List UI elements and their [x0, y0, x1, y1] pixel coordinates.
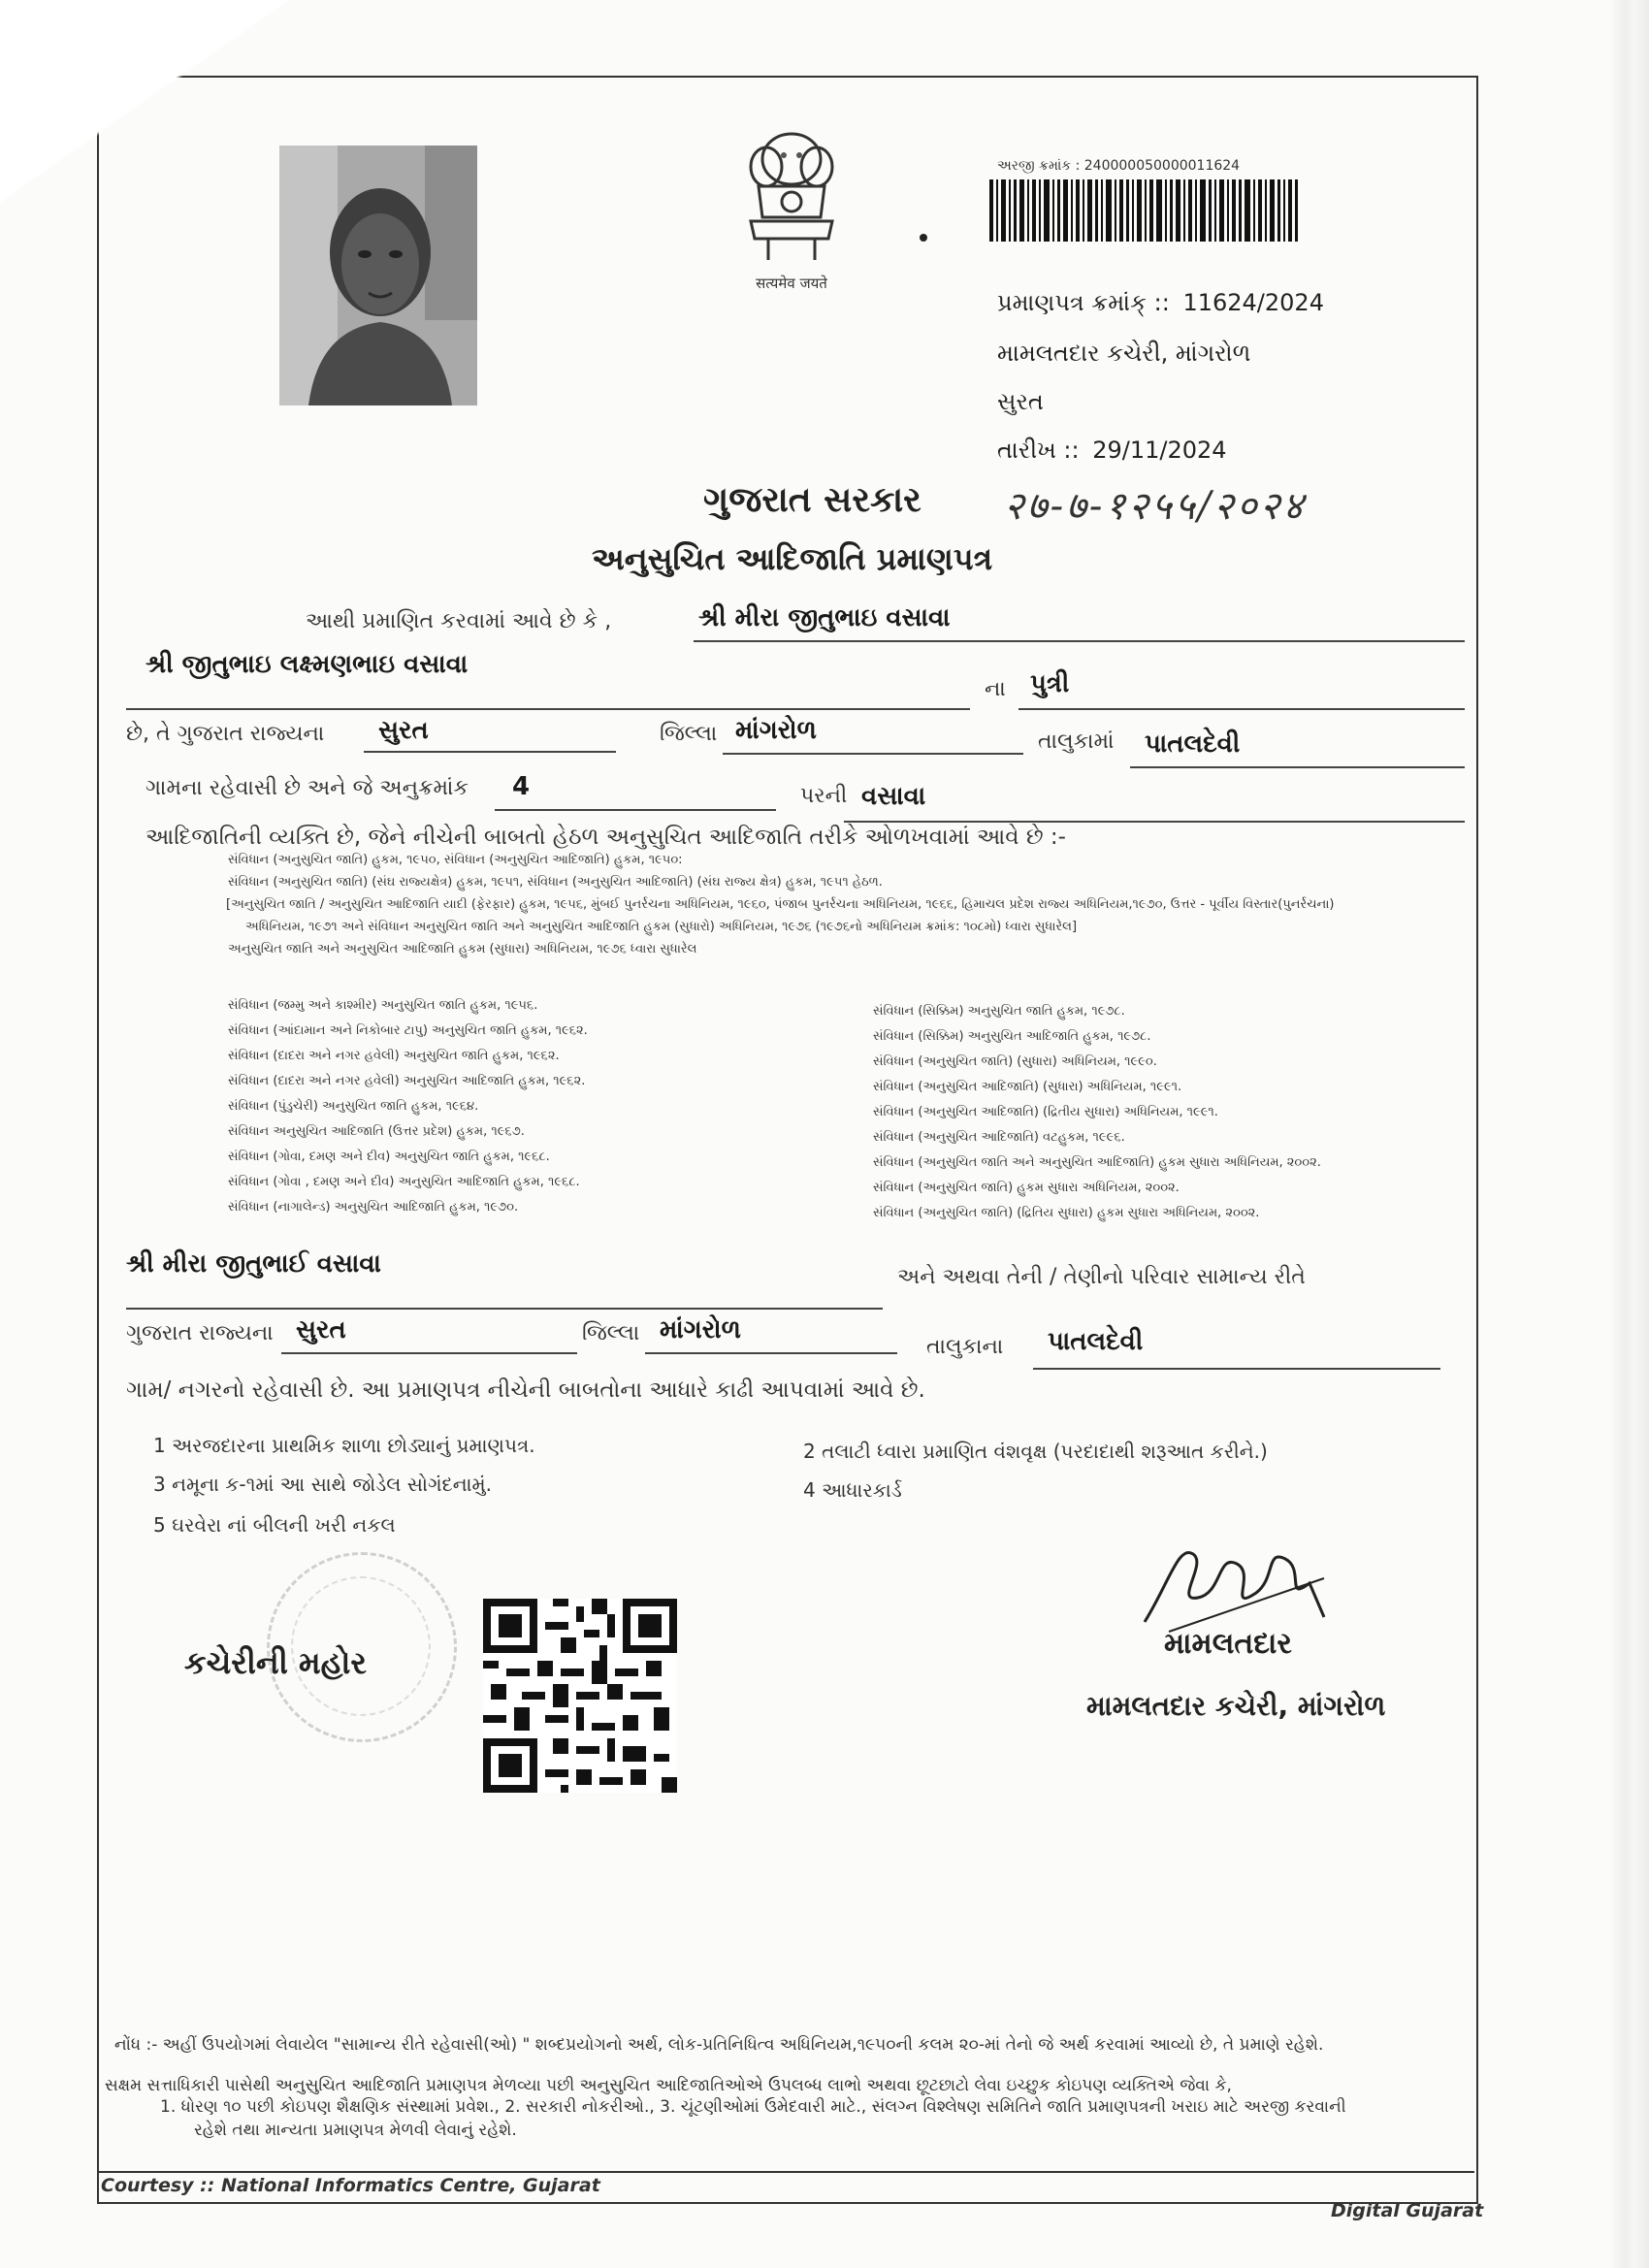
holder-name: શ્રી મીરા જીતુભાઇ વસાવા — [698, 603, 951, 632]
underline — [1033, 1368, 1440, 1370]
certificate-number-row — [997, 289, 1324, 316]
tribe: વસાવા — [861, 782, 926, 811]
order-line: સંવિધાન (અનુસુચિત જાતિ) હુકમ, ૧૯૫૦, સંવિધાન (અનુસુચિત આદિજાતિ) હુકમ, ૧૯૫૦: — [228, 853, 683, 867]
order-line: સંવિધાન (અનુસુચિત આદિજાતિ) (સુધારા) અધિનિયમ, ૧૯૯૧. — [873, 1080, 1182, 1094]
na-label: ના — [985, 677, 1006, 701]
order-line: સંવિધાન (સિક્કિમ) અનુસુચિત જાતિ હુકમ, ૧૯૭૮. — [873, 1004, 1125, 1019]
state-text: છે, તે ગુજરાત રાજ્યના — [126, 722, 325, 746]
underline — [1018, 708, 1465, 710]
signatory-office: મામલતદાર કચેરી, માંગરોળ — [1086, 1690, 1386, 1722]
order-line: સંવિધાન (ગોવા , દમણ અને દીવ) અનુસુચિત આદિજાતિ હુકમ, ૧૯૬૮. — [228, 1175, 580, 1189]
folded-corner — [0, 0, 291, 213]
residence-state-text: ગુજરાત રાજ્યના — [126, 1321, 274, 1345]
underline — [364, 751, 616, 753]
ink-dot — [920, 234, 927, 242]
basis-text: ગામ/ નગરનો રહેવાસી છે. આ પ્રમાણપત્ર નીચેની બાબતોના આધારે કાઢી આપવામાં આવે છે. — [126, 1377, 925, 1403]
document-item: 1 અરજદારના પ્રાથમિક શાળા છોડ્યાનું પ્રમાણપત્ર. — [153, 1434, 535, 1457]
document-item: 3 નમૂના ક-૧માં આ સાથે જોડેલ સોગંદનામું. — [153, 1473, 493, 1496]
order-line: સંવિધાન (અનુસુચિત જાતિ અને અનુસુચિત આદિજાતિ) હુકમ સુધારા અધિનિયમ, ૨૦૦૨. — [873, 1155, 1321, 1170]
district-label: જિલ્લા — [660, 722, 718, 746]
taluka-label: તાલુકામાં — [1038, 729, 1115, 754]
underline — [281, 1352, 577, 1354]
underline — [1130, 766, 1465, 768]
seal-label: કચેરીની મહોર — [184, 1644, 367, 1681]
underline — [694, 640, 1465, 642]
order-line: સંવિધાન (પુંડુચેરી) અનુસુચિત જાતિ હુકમ, ૧૯૬૪. — [228, 1099, 479, 1114]
parent-name: શ્રી જીતુભાઇ લક્ષ્મણભાઇ વસાવા — [146, 650, 469, 679]
order-line: સંવિધાન (દાદરા અને નગર હવેલી) અનુસુચિત આદિજાતિ હુકમ, ૧૯૬૨. — [228, 1074, 586, 1088]
residence-taluka-label: તાલુકાના — [926, 1335, 1004, 1359]
underline — [844, 821, 1465, 823]
order-line: સંવિધાન (નાગાલેન્ડ) અનુસુચિત આદિજાતિ હુકમ, ૧૯૭૦. — [228, 1200, 519, 1215]
emblem-motto: सत्यमेव जयते — [756, 275, 827, 292]
barcode — [989, 179, 1298, 242]
district: સુરત — [378, 716, 429, 745]
issue-date-row — [997, 437, 1227, 464]
digital-gujarat-brand: Digital Gujarat — [1331, 2200, 1484, 2221]
underline — [645, 1352, 897, 1354]
order-line: સંવિધાન (જમ્મુ અને કાશ્મીર) અનુસુચિત જાતિ હુકમ, ૧૯૫૬. — [228, 998, 538, 1013]
orders-intro — [228, 854, 1334, 956]
residence-district: સુરત — [296, 1315, 346, 1345]
residence-taluka: માંગરોળ — [660, 1315, 741, 1345]
certificate-number: 11624/2024 — [1182, 289, 1324, 316]
upon-label: પરની — [800, 784, 848, 808]
certificate-title: અનુસુચિત આદિજાતિ પ્રમાણપત્ર — [592, 540, 993, 577]
issue-date-label: તારીખ :: — [997, 437, 1080, 464]
note-line: સક્ષમ સત્તાધિકારી પાસેથી અનુસુચિત આદિજાતિ પ્રમાણપત્ર મેળવ્યા પછી અનુસુચિત આદિજાતિઓએ ઉપલબ્ધ લાભો અથવા છૂટછાટો લેવા ઇચ્છુક કોઇપણ વ્યક્તિએ જેવા કે, — [105, 2076, 1232, 2095]
handwritten-number: २७-७-१२५५/२०२४ — [1004, 484, 1307, 529]
signature — [1140, 1525, 1329, 1636]
residence-district-label: જિલ્લા — [582, 1321, 640, 1345]
order-line: સંવિધાન (અનુસુચિત આદિજાતિ) વટહુકમ, ૧૯૯૬. — [873, 1130, 1125, 1145]
underline — [723, 753, 1023, 755]
order-line: સંવિધાન (અનુસુચિત આદિજાતિ) (દ્રિતીય સુધારા) અધિનિયમ, ૧૯૯૧. — [873, 1105, 1218, 1119]
order-line: સંવિધાન (સિક્કિમ) અનુસુચિત આદિજાતિ હુકમ, ૧૯૭૮. — [873, 1029, 1151, 1044]
order-line: અધિનિયમ, ૧૯૭૧ અને સંવિધાન અનુસુચિત જાતિ અને અનુસુચિત આદિજાતિ હુકમ (સુધારો) અધિનિયમ, ૧૯૭૬ (૧૯૭૬નો અધિનિયમ ક્રમાંક: ૧૦૮મો) ધ્વારા સુધારેલ] — [245, 920, 1078, 934]
order-line: અનુસુચિત જાતિ અને અનુસુચિત આદિજાતિ હુકમ (સુધારા) અધિનિયમ, ૧૯૭૬ ધ્વારા સુધારેલ — [228, 942, 697, 956]
underline — [126, 708, 970, 710]
national-emblem-icon — [729, 124, 854, 299]
recognized-text: આદિજાતિની વ્યક્તિ છે, જેને નીચેની બાબતો હેઠળ અનુસુચિત આદિજાતિ તરીકે ઓળખવામાં આવે છે :- — [146, 825, 1066, 850]
family-text: અને અથવા તેની / તેણીનો પરિવાર સામાન્ય રીતે — [897, 1265, 1306, 1289]
note-line: નોંધ :- અહીં ઉપયોગમાં લેવાયેલ "સામાન્ય રીતે રહેવાસી(ઓ) " શબ્દપ્રયોગનો અર્થ, લોક-પ્રતિનિધિત્વ અધિનિયમ,૧૯૫૦ની કલમ ૨૦-માં તેનો જે અર્થ કરવામાં આવ્યો છે, તે પ્રમાણે રહેશે. — [114, 2035, 1324, 2055]
note-line: 1. ધોરણ ૧૦ પછી કોઇપણ શૈક્ષણિક સંસ્થામાં પ્રવેશ., 2. સરકારી નોકરીઓ., 3. ચૂંટણીઓમાં ઉમેદવારી માટે., સંલગ્ન વિશ્લેષણ સમિતિને જાતિ પ્રમાણપત્રની ખરાઇ માટે અરજી કરવાની — [160, 2097, 1346, 2117]
qr-code — [483, 1599, 677, 1793]
order-line: સંવિધાન (દાદરા અને નગર હવેલી) અનુસુચિત જાતિ હુકમ, ૧૯૬૨. — [228, 1049, 560, 1063]
order-line: સંવિધાન અનુસુચિત આદિજાતિ (ઉત્તર પ્રદેશ) હુકમ, ૧૯૬૭. — [228, 1124, 525, 1139]
application-number: અરજી ક્રમાંક : 2400000500000116​24 — [997, 158, 1241, 174]
page-edge — [1610, 0, 1649, 2268]
orders-right — [873, 1005, 1321, 1219]
document-item: 5 ઘરવેરા નાં બીલની ખરી નકલ — [153, 1513, 396, 1537]
applicant-photo — [279, 146, 477, 405]
certificate-number-label: પ્રમાણપત્ર ક્રમાંક્ :: — [997, 289, 1170, 316]
order-line: સંવિધાન (અનુસુચિત જાતિ) (સુધારા) અધિનિયમ, ૧૯૯૦. — [873, 1054, 1157, 1069]
serial-number: 4 — [512, 772, 531, 801]
issuing-district: સુરત — [997, 388, 1044, 415]
certify-text: આથી પ્રમાણિત કરવામાં આવે છે કે , — [306, 609, 612, 633]
signatory-role: મામલતદાર — [1164, 1627, 1292, 1661]
residence-village: પાતલદેવી — [1048, 1327, 1144, 1356]
order-line: સંવિધાન (આંદામાન અને નિકોબાર ટાપુ) અનુસુચિત જાતિ હુકમ, ૧૯૬૨. — [228, 1023, 588, 1038]
orders-left — [228, 999, 588, 1214]
taluka: માંગરોળ — [735, 716, 817, 745]
government-title: ગુજરાત સરકાર — [703, 480, 922, 520]
resident-text: ગામના રહેવાસી છે અને જે અનુક્રમાંક — [146, 776, 469, 800]
underline — [126, 1308, 883, 1310]
order-line: સંવિધાન (અનુસુચિત જાતિ) હુકમ સુધારા અધિનિયમ, ૨૦૦૨. — [873, 1181, 1180, 1195]
document-item: 2 તલાટી ધ્વારા પ્રમાણિત વંશવૃક્ષ (પરદાદાથી શરૂઆત કરીને.) — [803, 1440, 1268, 1463]
order-line: [અનુસુચિત જાતિ / અનુસુચિત આદિજાતિ યાદી (ફેરફાર) હુકમ, ૧૯૫૬, મુંબઈ પુનર્રચના અધિનિયમ, ૧૯૬૦, પંજાબ પુનર્રચના અધિનિયમ, ૧૯૬૬, હિમાચલ પ્રદેશ રાજ્ય અધિનિયમ,૧૯૭૦, ઉત્તર - પૂર્વીય વિસ્તાર(પુનર્રચના) — [226, 897, 1335, 912]
underline — [495, 809, 776, 811]
village: પાતલદેવી — [1145, 729, 1241, 759]
order-line: સંવિધાન (અનુસુચિત જાતિ) (સંઘ રાજ્યક્ષેત્ર) હુકમ, ૧૯૫૧, સંવિધાન (અનુસુચિત આદિજાતિ) (સંઘ રાજ્ય ક્ષેત્ર) હુકમ, ૧૯૫૧ હેઠળ. — [228, 875, 883, 890]
footer-divider — [97, 2171, 1474, 2173]
issue-date: 29/11/2024 — [1092, 437, 1227, 464]
order-line: સંવિધાન (ગોવા, દમણ અને દીવ) અનુસુચિત જાતિ હુકમ, ૧૯૬૮. — [228, 1150, 550, 1164]
document-item: 4 આધારકાર્ડ — [803, 1478, 902, 1502]
resident-name: શ્રી મીરા જીતુભાઈ વસાવા — [126, 1249, 381, 1279]
issuing-office: મામલતદાર કચેરી, માંગરોળ — [997, 340, 1251, 367]
relation: પુત્રી — [1030, 669, 1070, 698]
order-line: સંવિધાન (અનુસુચિત જાતિ) (દ્રિતિય સુધારા) હુકમ સુધારા અધિનિયમ, ૨૦૦૨. — [873, 1206, 1260, 1220]
note-line: રહેશે તથા માન્યતા પ્રમાણપત્ર મેળવી લેવાનું રહેશે. — [194, 2121, 517, 2140]
courtesy-text: Courtesy :: National Informatics Centre, Gujarat — [101, 2175, 600, 2196]
